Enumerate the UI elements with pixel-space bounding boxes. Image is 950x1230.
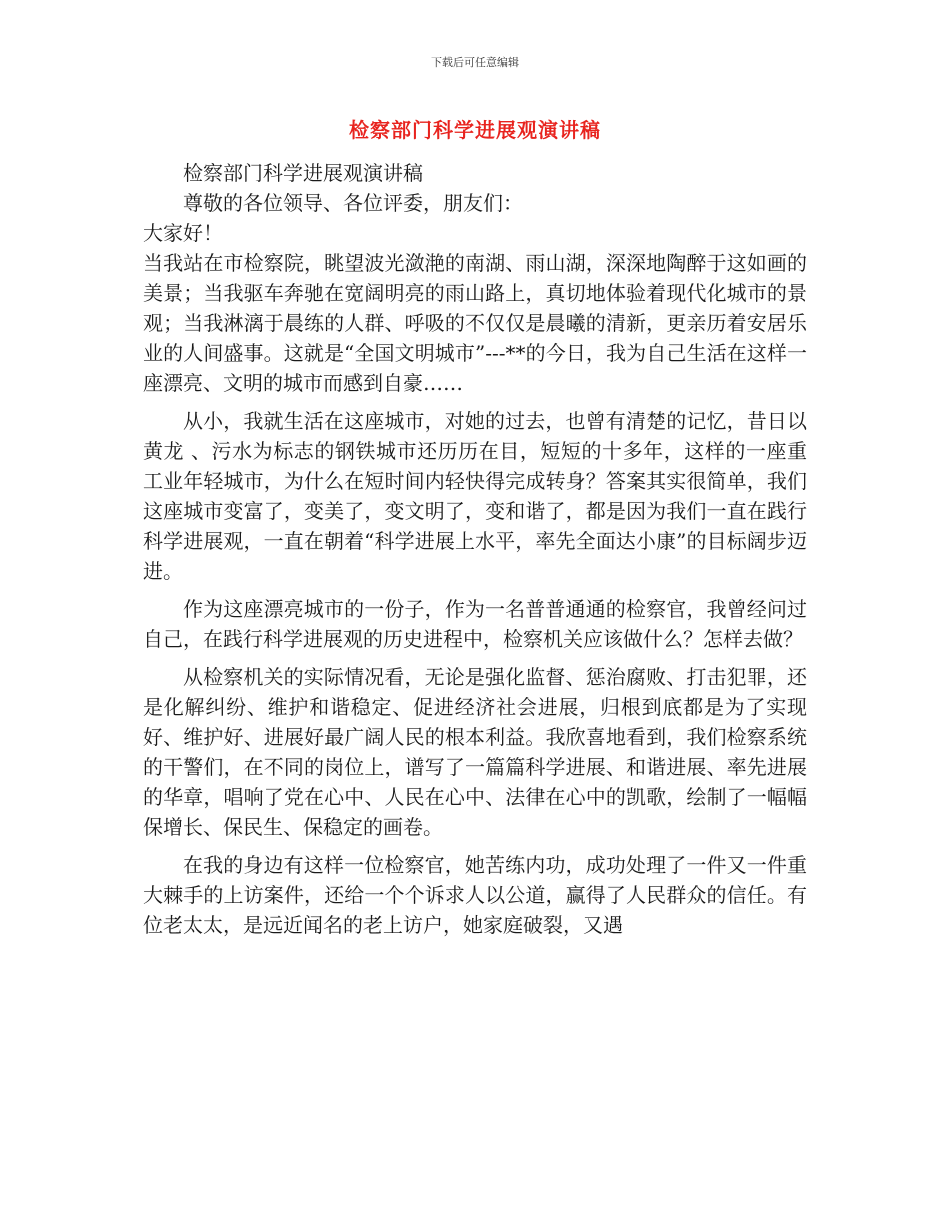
- paragraph: 从小，我就生活在这座城市，对她的过去，也曾有清楚的记忆，昔日以黄龙 、污水为标志的钢铁城市还历历在目，短短的十多年，这样的一座重工业年轻城市，为什么在短时间内轻快得完成转身？答案其实很简单，我们这座城市变富了，变美了，变文明了，变和谐了，都是因为我们一直在践行科学进展观，一直在朝着“科学进展上水平，率先全面达小康”的目标阔步迈进。: [143, 409, 807, 583]
- paragraph: 在我的身边有这样一位检察官，她苦练内功，成功处理了一件又一件重大棘手的上访案件，还给一个个诉求人以公道，赢得了人民群众的信任。有位老太太，是远近闻名的老上访户，她家庭破裂，又遇: [143, 853, 807, 937]
- paragraph-salutation: 尊敬的各位领导、各位评委，朋友们：: [183, 191, 523, 215]
- paragraph: 从检察机关的实际情况看，无论是强化监督、惩治腐败、打击犯罪，还是化解纠纷、维护和谐稳定、促进经济社会进展，归根到底都是为了实现好、维护好、进展好最广阔人民的根本利益。我欣喜地看到，我们检察系统的干警们，在不同的岗位上，谱写了一篇篇科学进展、和谐进展、率先进展的华章，唱响了党在心中、人民在心中、法律在心中的凯歌，绘制了一幅幅保增长、保民生、保稳定的画卷。: [143, 665, 807, 839]
- paragraph: 当我站在市检察院，眺望波光潋滟的南湖、雨山湖，深深地陶醉于这如画的美景；当我驱车奔驰在宽阔明亮的雨山路上，真切地体验着现代化城市的景观；当我淋漓于晨练的人群、呼吸的不仅仅是晨曦的清新，更亲历着安居乐业的人间盛事。这就是“全国文明城市”---**的今日，我为自己生活在这样一座漂亮、文明的城市而感到自豪……: [143, 251, 807, 395]
- paragraph: 作为这座漂亮城市的一份子，作为一名普普通通的检察官，我曾经问过自己，在践行科学进展观的历史进程中，检察机关应该做什么？怎样去做？: [143, 597, 807, 651]
- header-note: 下载后可任意编辑: [431, 56, 519, 69]
- document-body: [143, 158, 807, 940]
- paragraph-greeting: 大家好！: [143, 221, 223, 245]
- document-title: 检察部门科学进展观演讲稿: [349, 118, 601, 142]
- paragraph-subtitle: 检察部门科学进展观演讲稿: [183, 161, 423, 185]
